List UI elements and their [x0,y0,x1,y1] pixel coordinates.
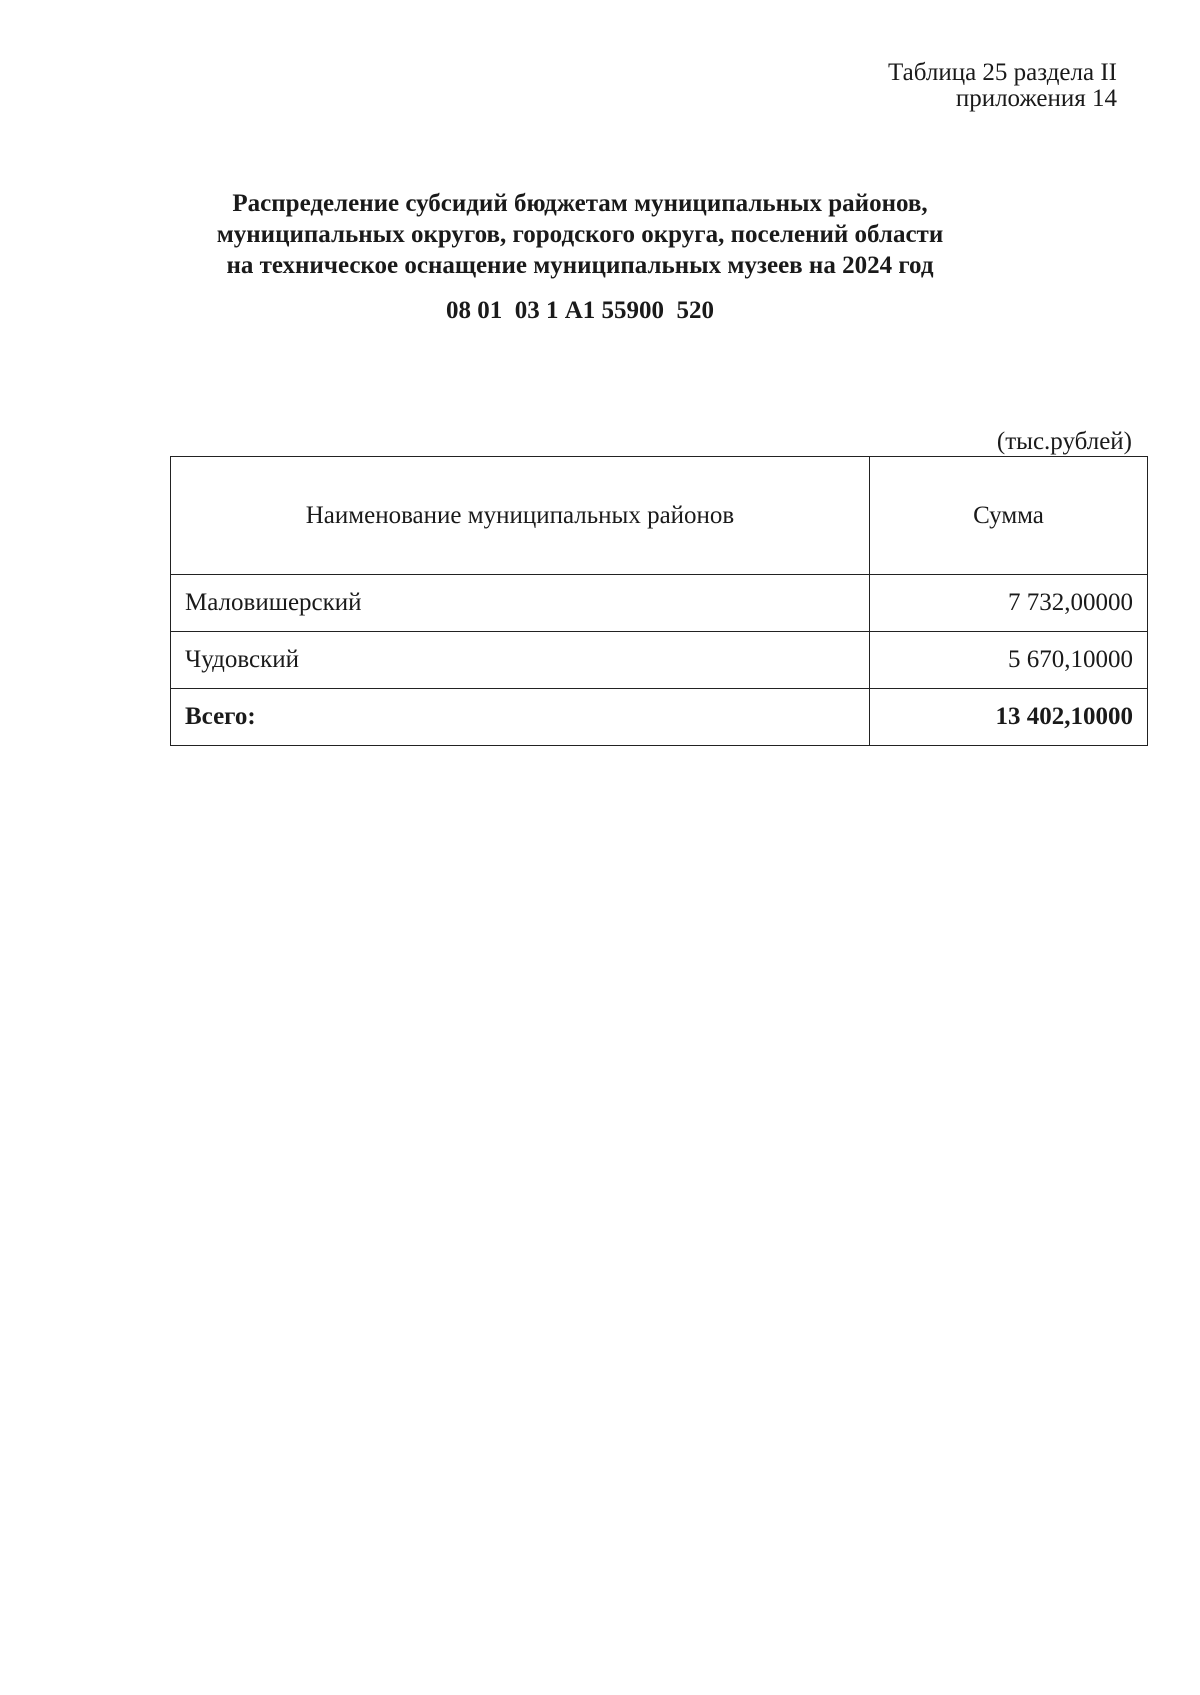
row-sum: 7 732,00000 [870,575,1148,632]
budget-code: 08 01 03 1 А1 55900 520 [445,297,715,324]
units-label: (тыс.рублей) [996,428,1132,455]
total-sum: 13 402,10000 [870,689,1148,746]
row-sum: 5 670,10000 [870,632,1148,689]
table-header-row [171,457,1148,575]
document-title [150,188,1010,281]
subsidy-table [170,456,1148,746]
reference-line-2: приложения 14 [955,85,1117,112]
reference-line-1: Таблица 25 раздела II [888,59,1117,86]
header-name: Наименование муниципальных районов [171,457,870,575]
table-row [171,575,1148,632]
header-sum: Сумма [870,457,1148,575]
total-row [171,689,1148,746]
row-name: Маловишерский [171,575,870,632]
row-name: Чудовский [171,632,870,689]
title-line-1: Распределение субсидий бюджетам муниципальных районов, [232,190,928,217]
title-line-2: муниципальных округов, городского округа, поселений области [216,221,944,248]
title-line-3: на техническое оснащение муниципальных музеев на 2024 год [226,252,934,279]
table-row [171,632,1148,689]
total-label: Всего: [171,689,870,746]
table-reference [888,60,1117,112]
